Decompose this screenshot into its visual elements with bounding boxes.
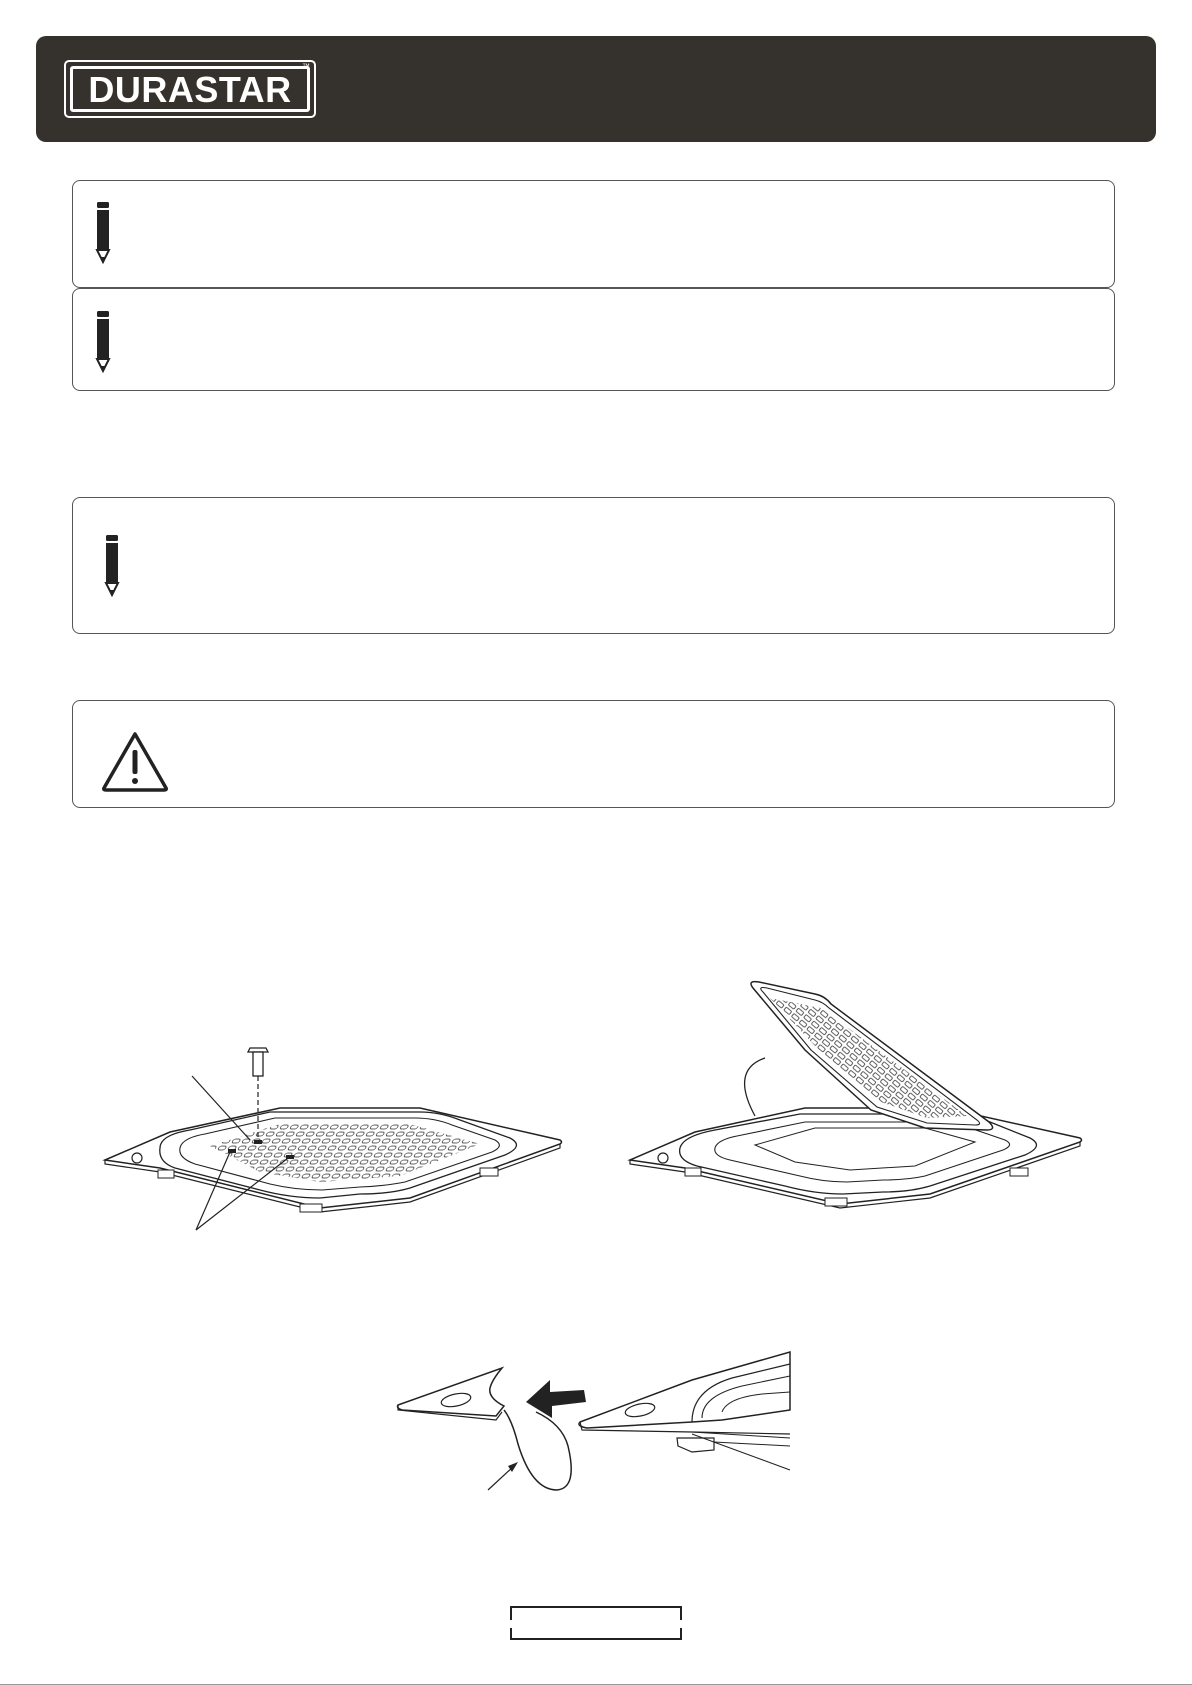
note-box-3 [72,497,1115,634]
note-box-1 [72,180,1115,288]
caution-box [72,700,1115,808]
warning-triangle-icon [100,730,170,792]
page-number-frame [510,1606,682,1640]
corner-cover-attach-figure [392,1350,792,1500]
note-box-2 [72,288,1115,391]
grille-open-figure [625,980,1085,1210]
pencil-icon [104,533,120,597]
pencil-icon [95,200,111,264]
brand-logo [64,60,316,118]
grille-screw-removal-figure [100,1040,570,1240]
brand-trademark: ™ [302,62,310,71]
pencil-icon [95,309,111,373]
brand-name: DURASTAR [88,69,292,110]
